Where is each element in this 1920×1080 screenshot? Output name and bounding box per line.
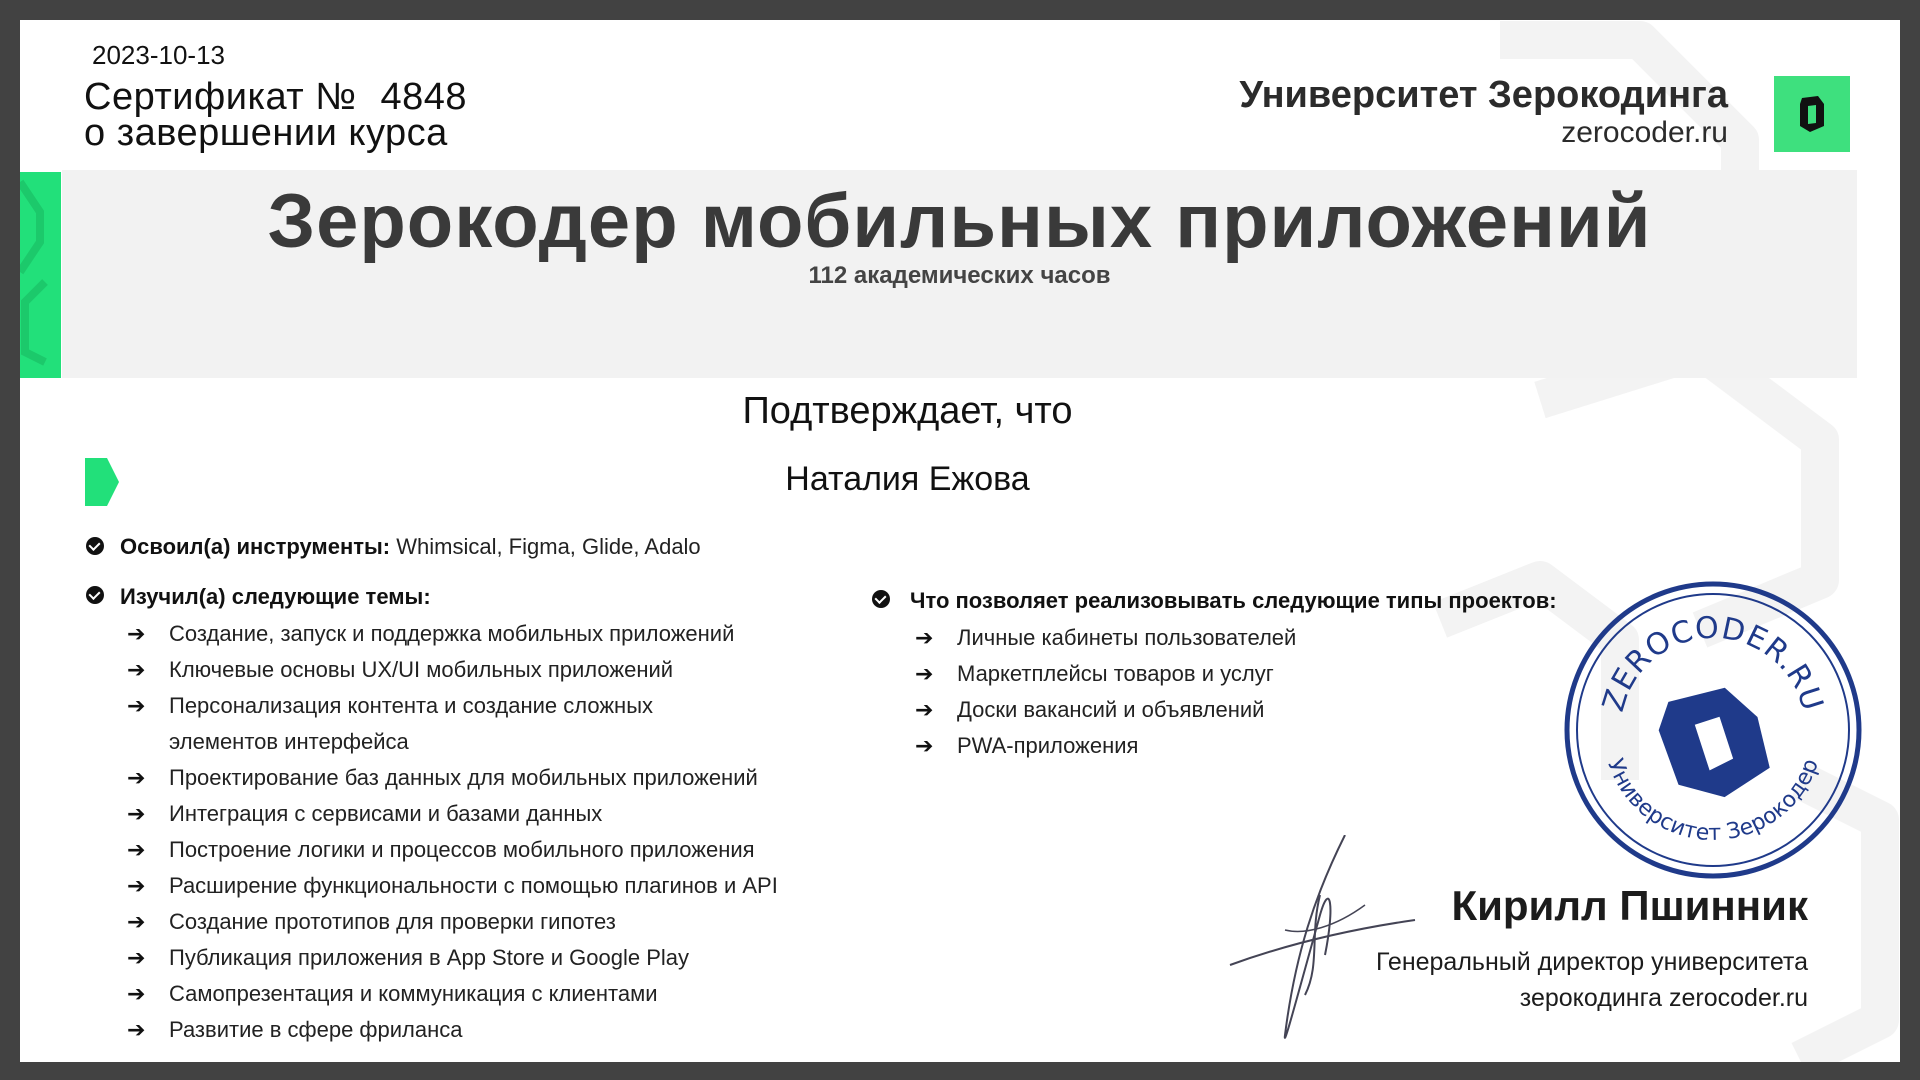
course-hours: 112 академических часов (808, 262, 1111, 289)
list-item (127, 796, 869, 832)
stamp-text-bottom: Университет Зерокодер (1602, 755, 1824, 847)
project-text: Личные кабинеты пользователей (957, 625, 1297, 650)
list-item (127, 688, 729, 760)
list-item (127, 868, 869, 904)
certificate-number: 4848 (380, 76, 468, 118)
list-item (915, 728, 1517, 764)
signatory-title-line2: зерокодинга zerocoder.ru (1519, 984, 1808, 1012)
list-item (915, 692, 1517, 728)
list-item (915, 656, 1517, 692)
list-item (127, 904, 869, 940)
arrow-right-icon: ➔ (127, 945, 146, 970)
arrow-right-icon: ➔ (127, 765, 146, 790)
university-name: Университет Зерокодинга (1239, 74, 1728, 116)
stamp-text-top: ZEROCODER.RU (1596, 610, 1830, 716)
topic-text: Создание прототипов для проверки гипотез (169, 909, 616, 934)
topics-heading: Изучил(а) следующие темы: (120, 584, 431, 609)
project-text: PWA-приложения (957, 733, 1139, 758)
list-item (127, 652, 869, 688)
list-item (915, 620, 1517, 656)
topic-text: Самопрезентация и коммуникация с клиентами (169, 981, 658, 1006)
arrow-right-icon: ➔ (127, 801, 146, 826)
tools-line (120, 534, 701, 560)
topic-text: Интеграция с сервисами и базами данных (169, 801, 603, 826)
signatory-title-line1: Генеральный директор университета (1376, 948, 1808, 976)
check-circle-icon (86, 537, 104, 555)
issue-date: 2023-10-13 (92, 40, 225, 70)
certificate-label: Сертификат № (84, 76, 357, 118)
list-item (127, 616, 869, 652)
topic-text: Построение логики и процессов мобильного приложения (169, 837, 755, 862)
topic-text: Персонализация контента и создание сложных элементов интерфейса (169, 693, 654, 754)
certificate-subtitle: о завершении курса (84, 112, 448, 154)
university-stamp (1563, 580, 1863, 885)
list-item (127, 760, 869, 796)
topic-text: Развитие в сфере фриланса (169, 1017, 463, 1042)
arrow-right-icon: ➔ (127, 909, 146, 934)
recipient-name: Наталия Ежова (785, 460, 1030, 498)
check-circle-icon (86, 586, 104, 604)
zerocoder-logo-icon (1774, 76, 1850, 152)
arrow-right-icon: ➔ (127, 1017, 146, 1042)
list-item (127, 940, 869, 976)
tools-label: Освоил(а) инструменты: (120, 534, 391, 559)
signatory-title (1376, 944, 1808, 1016)
certificate-sheet (20, 20, 1900, 1062)
list-item (127, 976, 869, 1012)
arrow-right-icon: ➔ (915, 733, 934, 758)
arrow-right-icon: ➔ (127, 981, 146, 1006)
tools-value: Whimsical, Figma, Glide, Adalo (390, 534, 701, 559)
arrow-right-icon: ➔ (915, 697, 934, 722)
confirmation-lead: Подтверждает, что (742, 390, 1073, 432)
list-item (127, 1012, 869, 1048)
left-accent-stripe (20, 172, 61, 378)
arrow-right-icon: ➔ (127, 873, 146, 898)
arrow-right-icon: ➔ (915, 661, 934, 686)
list-item (127, 832, 869, 868)
topic-text: Расширение функциональности с помощью плагинов и API (169, 873, 778, 898)
university-site: zerocoder.ru (1561, 116, 1728, 149)
arrow-right-icon: ➔ (127, 657, 146, 682)
arrow-right-icon: ➔ (127, 693, 146, 718)
check-circle-icon (872, 590, 890, 608)
arrow-right-icon: ➔ (127, 837, 146, 862)
signatory-name: Кирилл Пшинник (1451, 882, 1808, 929)
projects-list (915, 620, 1517, 764)
topic-text: Проектирование баз данных для мобильных приложений (169, 765, 758, 790)
project-text: Маркетплейсы товаров и услуг (957, 661, 1274, 686)
topic-text: Создание, запуск и поддержка мобильных приложений (169, 621, 735, 646)
topics-list (127, 616, 869, 1048)
project-text: Доски вакансий и объявлений (957, 697, 1265, 722)
projects-heading: Что позволяет реализовывать следующие типы проектов: (910, 588, 1557, 613)
topic-text: Публикация приложения в App Store и Google Play (169, 945, 689, 970)
topic-text: Ключевые основы UX/UI мобильных приложений (169, 657, 674, 682)
arrow-right-icon: ➔ (127, 621, 146, 646)
course-title: Зерокодер мобильных приложений (267, 179, 1652, 264)
arrow-right-icon: ➔ (915, 625, 934, 650)
